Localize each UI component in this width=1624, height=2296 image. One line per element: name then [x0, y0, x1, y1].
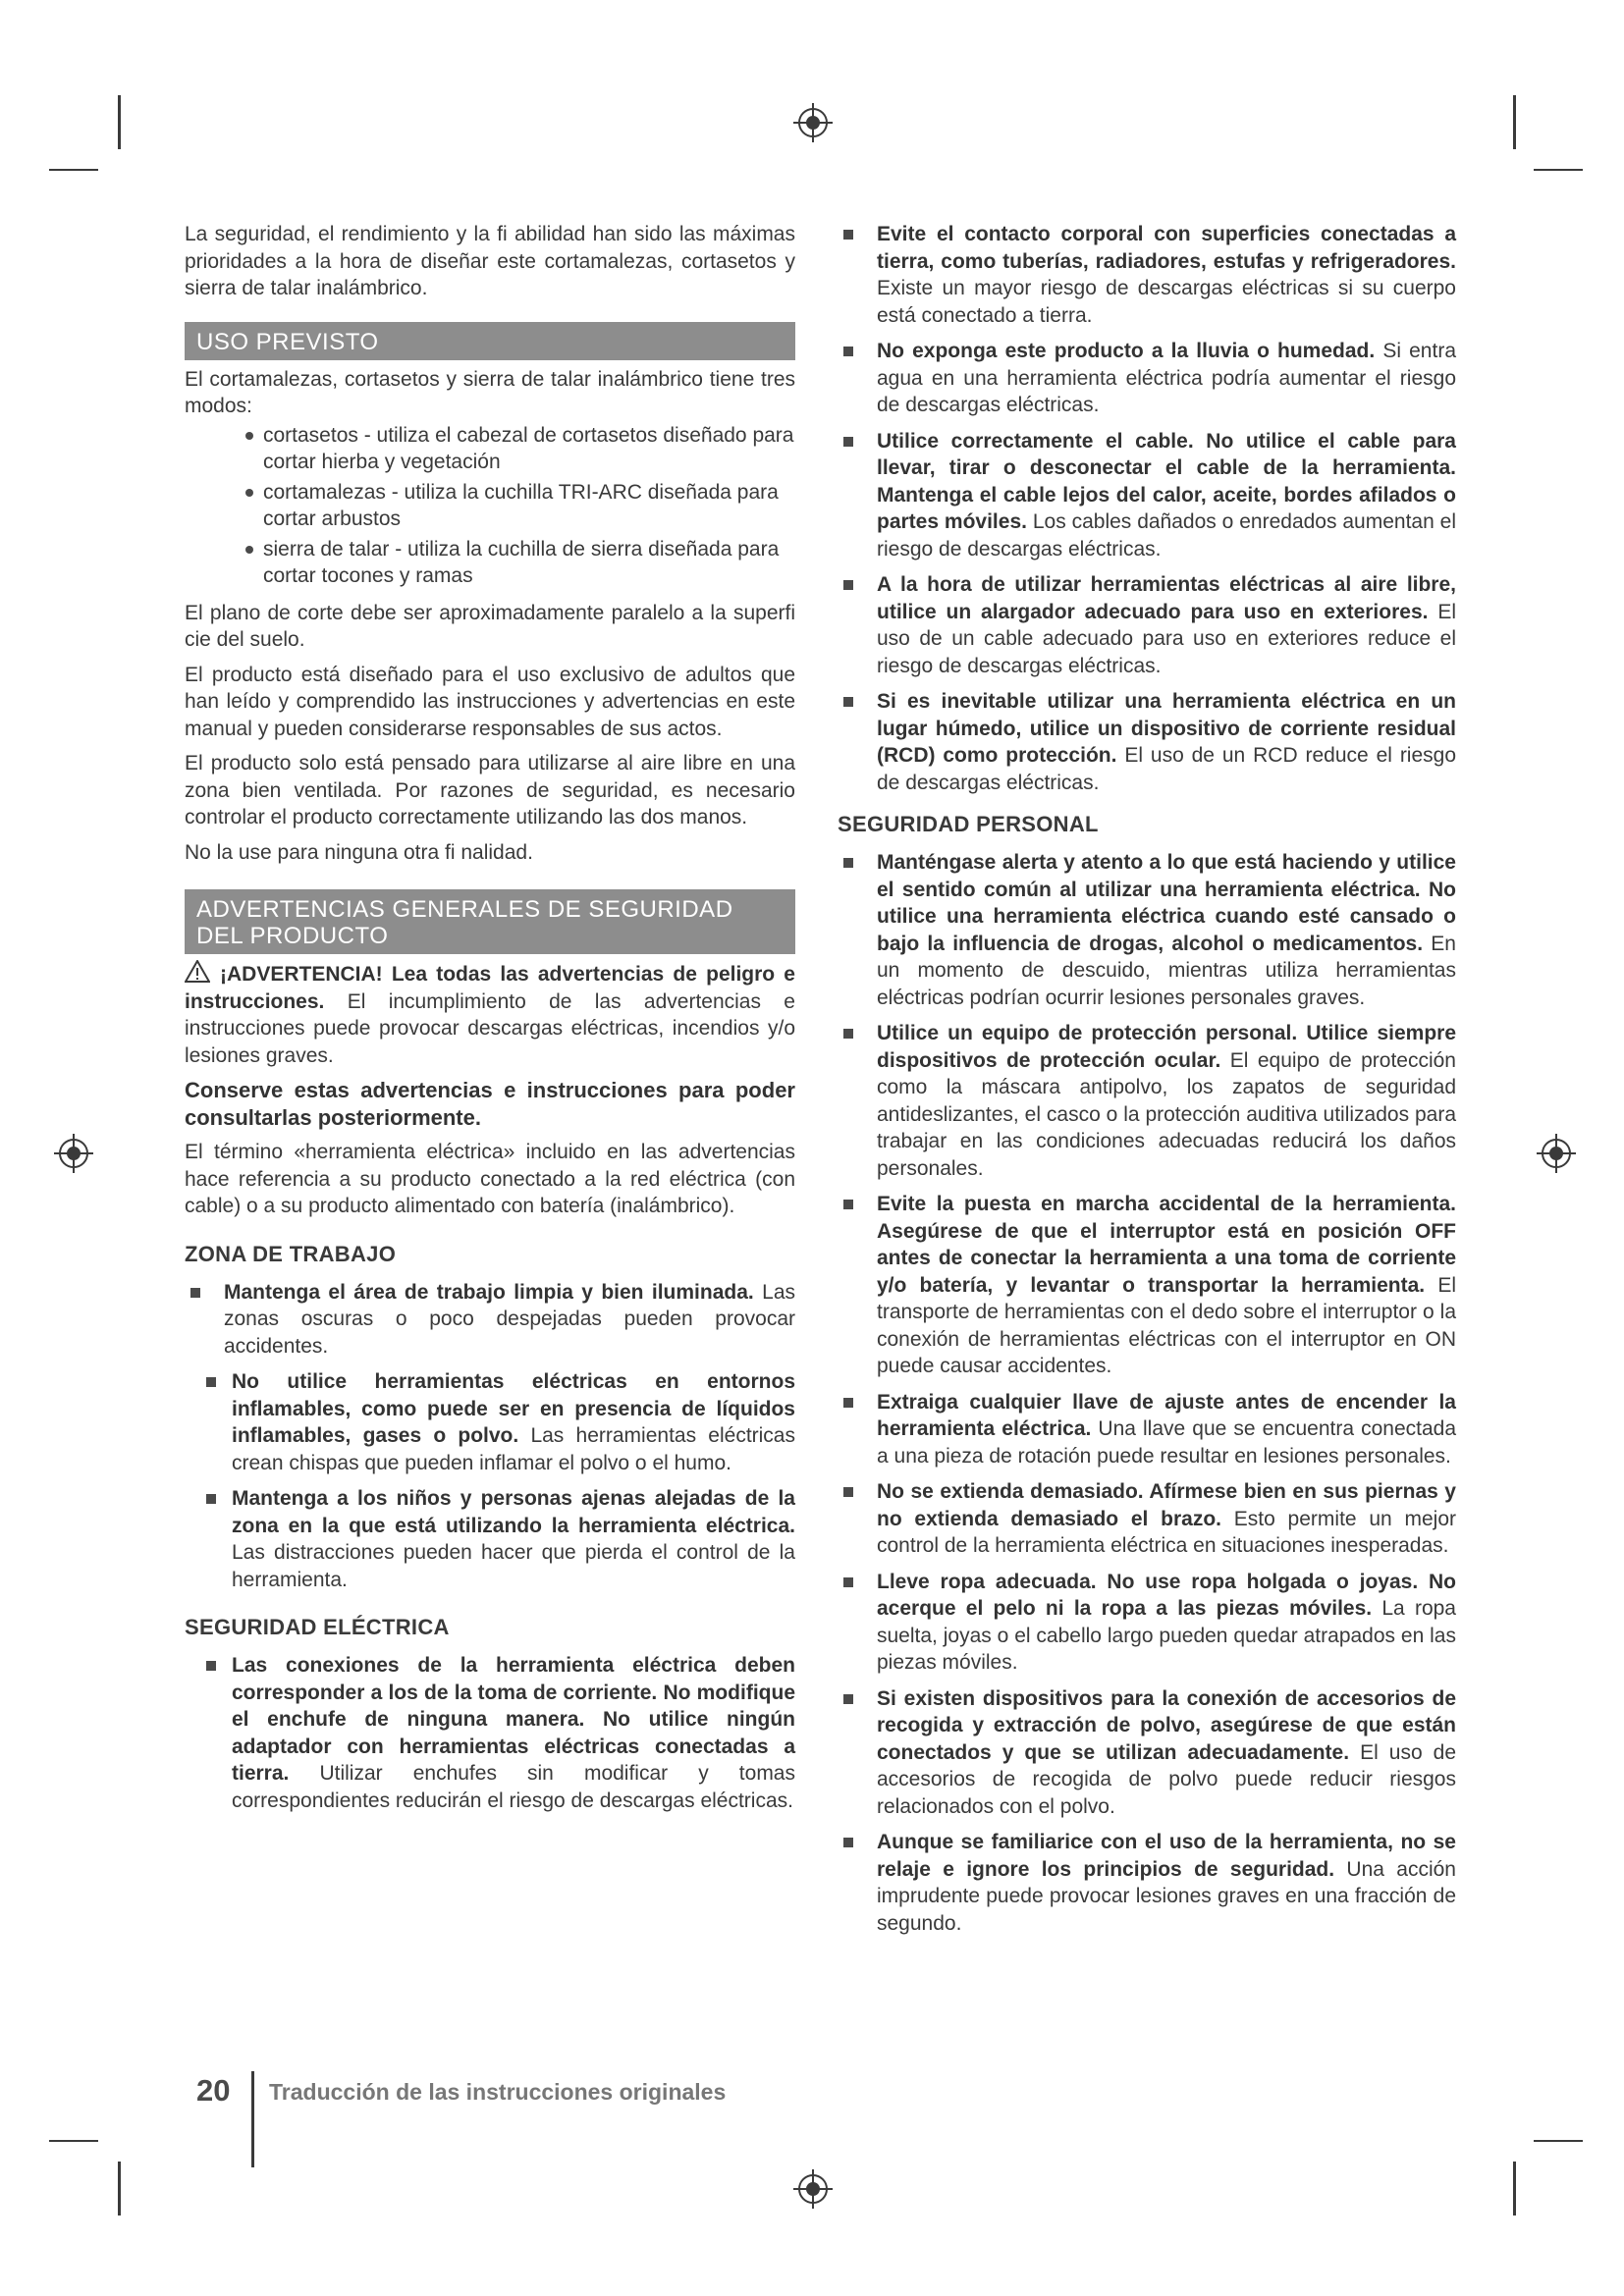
bullet-dot-icon: [245, 432, 253, 440]
list-item: Lleve ropa adecuada. No use ropa holgada o joyas. No acerque el pelo ni la ropa a las piezas móviles. La ropa suelta, joyas o el cabello largo pueden quedar atrapados en las piezas móviles.: [838, 1569, 1456, 1677]
paragraph: No la use para ninguna otra fi nalidad.: [185, 840, 533, 864]
crop-mark: [118, 2162, 121, 2216]
bullet-square-icon: [843, 1577, 853, 1587]
list-item: Utilice un equipo de protección personal. Utilice siempre dispositivos de protección ocular. El equipo de protección como la máscara antipolvo, los zapatos de seguridad antideslizantes, el casco o la protección auditiva utilizados para trabajar en las condiciones adecuadas reducirá los daños personales.: [838, 1020, 1456, 1182]
crop-mark: [1534, 169, 1583, 171]
page-number: 20: [196, 2073, 231, 2108]
bullet-square-icon: [843, 1029, 853, 1039]
list-item: Si existen dispositivos para la conexión de accesorios de recogida y extracción de polvo, asegúrese de que están conectados y que se utilizan adecuadamente. El uso de accesorios de recogida de polvo puede reducir riesgos relacionados con el polvo.: [838, 1685, 1456, 1821]
crop-mark: [49, 169, 98, 171]
subsection-title-seguridad-personal: SEGURIDAD PERSONAL: [838, 812, 1099, 836]
right-column: [838, 221, 1456, 1946]
bullet-square-icon: [843, 437, 853, 447]
bullet-square-icon: [843, 697, 853, 707]
bullet-square-icon: [843, 1838, 853, 1847]
list-item: Utilice correctamente el cable. No utilice el cable para llevar, tirar o desconectar el cable de la herramienta. Mantenga el cable lejos del calor, aceite, bordes afilados o partes móviles. Los cables dañados o enredados aumentan el riesgo de descargas eléctricas.: [838, 428, 1456, 563]
bullet-square-icon: [843, 1398, 853, 1408]
list-item: sierra de talar - utiliza la cuchilla de sierra diseñada para cortar tocones y ramas: [185, 536, 795, 590]
bullet-square-icon: [843, 1487, 853, 1497]
list-item: Extraiga cualquier llave de ajuste antes de encender la herramienta eléctrica. Una llave que se encuentra conectada a una pieza de rotación puede resultar en lesiones personales.: [838, 1389, 1456, 1470]
list-item: No utilice herramientas eléctricas en entornos inflamables, como puede ser en presencia de líquidos inflamables, gases o polvo. Las herramientas eléctricas crean chispas que pueden inflamar el polvo o el humo.: [202, 1368, 795, 1476]
section-title-uso-previsto: USO PREVISTO: [185, 322, 795, 360]
list-item: A la hora de utilizar herramientas eléctricas al aire libre, utilice un alargador adecuado para uso en exteriores. El uso de un cable adecuado para uso en exteriores reduce el riesgo de descargas eléctricas.: [838, 571, 1456, 679]
subsection-title-seguridad-electrica: SEGURIDAD ELÉCTRICA: [185, 1615, 450, 1639]
crop-mark: [49, 2140, 98, 2142]
list-item: Evite la puesta en marcha accidental de la herramienta. Asegúrese de que el interruptor está en posición OFF antes de conectar la herramienta a una toma de corriente y/o batería, y levantar o transportar la herramienta. El transporte de herramientas con el dedo sobre el interruptor o la conexión de herramientas eléctricas con el interruptor en ON puede causar accidentes.: [838, 1191, 1456, 1380]
bullet-square-icon: [843, 347, 853, 356]
crop-mark: [118, 95, 121, 149]
termino-paragraph: El término «herramienta eléctrica» incluido en las advertencias hace referencia a su producto conectado a la red eléctrica (con cable) o a su producto alimentado con batería (inalámbrico).: [185, 1141, 795, 1217]
bullet-square-icon: [206, 1377, 216, 1387]
list-item: No se extienda demasiado. Afírmese bien en sus piernas y no extienda demasiado el brazo. Esto permite un mejor control de la herramienta eléctrica en situaciones inesperadas.: [838, 1478, 1456, 1560]
paragraph: El plano de corte debe ser aproximadamente paralelo a la superfi cie del suelo.: [185, 601, 795, 651]
crop-mark: [1513, 2162, 1516, 2216]
intro-paragraph: La seguridad, el rendimiento y la fi abilidad han sido las máximas prioridades a la hora de diseñar este cortamalezas, cortasetos y sierra de talar inalámbrico.: [185, 223, 795, 299]
registration-mark-icon: [793, 103, 833, 142]
bullet-square-icon: [843, 858, 853, 868]
warning-triangle-icon: [185, 960, 210, 983]
list-item: Mantenga a los niños y personas ajenas alejadas de la zona en la que está utilizando la herramienta eléctrica. Las distracciones pueden hacer que pierda el control de la herramienta.: [202, 1485, 795, 1593]
bullet-square-icon: [206, 1494, 216, 1504]
registration-mark-icon: [54, 1134, 93, 1173]
bullet-dot-icon: [245, 489, 253, 497]
crop-mark: [1513, 95, 1516, 149]
list-item: Si es inevitable utilizar una herramienta eléctrica en un lugar húmedo, utilice un dispositivo de corriente residual (RCD) como protección. El uso de un RCD reduce el riesgo de descargas eléctricas.: [838, 688, 1456, 796]
bullet-square-icon: [843, 1694, 853, 1704]
registration-mark-icon: [1537, 1134, 1576, 1173]
registration-mark-icon: [793, 2169, 833, 2209]
list-item: cortamalezas - utiliza la cuchilla TRI-ARC diseñada para cortar arbustos: [185, 479, 795, 533]
list-item: No exponga este producto a la lluvia o humedad. Si entra agua en una herramienta eléctrica podría aumentar el riesgo de descargas eléctricas.: [838, 338, 1456, 419]
list-item: Evite el contacto corporal con superficies conectadas a tierra, como tuberías, radiadores, estufas y refrigeradores. Existe un mayor riesgo de descargas eléctricas si su cuerpo está conectado a tierra.: [838, 221, 1456, 329]
footer-divider: [251, 2071, 254, 2167]
bullet-square-icon: [190, 1288, 200, 1298]
footer-text: Traducción de las instrucciones originales: [269, 2079, 727, 2105]
paragraph: El producto está diseñado para el uso exclusivo de adultos que han leído y comprendido las instrucciones y advertencias en este manual y pueden considerarse responsables de sus actos.: [185, 663, 795, 740]
conserve-paragraph: Conserve estas advertencias e instrucciones para poder consultarlas posteriormente.: [185, 1078, 795, 1130]
bullet-square-icon: [843, 580, 853, 590]
crop-mark: [1534, 2140, 1583, 2142]
modes-list: [185, 422, 795, 590]
subsection-title-zona-trabajo: ZONA DE TRABAJO: [185, 1241, 397, 1266]
list-item: Mantenga el área de trabajo limpia y bien iluminada. Las zonas oscuras o poco despejadas pueden provocar accidentes.: [185, 1279, 795, 1361]
warning-paragraph: ¡ADVERTENCIA! Lea todas las advertencias de peligro e instrucciones. El incumplimiento de las advertencias e instrucciones puede provocar descargas eléctricas, incendios y/o lesiones graves.: [185, 960, 795, 1069]
bullet-dot-icon: [245, 546, 253, 554]
uso-previsto-lead: El cortamalezas, cortasetos y sierra de talar inalámbrico tiene tres modos:: [185, 367, 795, 417]
paragraph: El producto solo está pensado para utilizarse al aire libre en una zona bien ventilada. Por razones de seguridad, es necesario controlar el producto correctamente utilizando las dos manos.: [185, 752, 795, 828]
list-item: cortasetos - utiliza el cabezal de cortasetos diseñado para cortar hierba y vegetación: [185, 422, 795, 476]
list-item: Las conexiones de la herramienta eléctrica deben corresponder a los de la toma de corriente. No modifique el enchufe de ninguna manera. No utilice ningún adaptador con herramientas eléctricas conectadas a tierra. Utilizar enchufes sin modificar y tomas correspondientes reducirán el riesgo de descargas eléctricas.: [202, 1652, 795, 1814]
bullet-square-icon: [843, 230, 853, 240]
list-item: Manténgase alerta y atento a lo que está haciendo y utilice el sentido común al utilizar una herramienta eléctrica. No utilice una herramienta eléctrica cuando esté cansado o bajo la influencia de drogas, alcohol o medicamentos. En un momento de descuido, mientras utiliza herramientas eléctricas podrían ocurrir lesiones personales graves.: [838, 849, 1456, 1011]
left-column: [185, 221, 795, 1823]
list-item: Aunque se familiarice con el uso de la herramienta, no se relaje e ignore los principios de seguridad. Una acción imprudente puede provocar lesiones graves en una fracción de segundo.: [838, 1829, 1456, 1937]
bullet-square-icon: [843, 1200, 853, 1209]
section-title-advertencias: ADVERTENCIAS GENERALES DE SEGURIDAD DEL PRODUCTO: [185, 889, 795, 954]
bullet-square-icon: [206, 1661, 216, 1671]
